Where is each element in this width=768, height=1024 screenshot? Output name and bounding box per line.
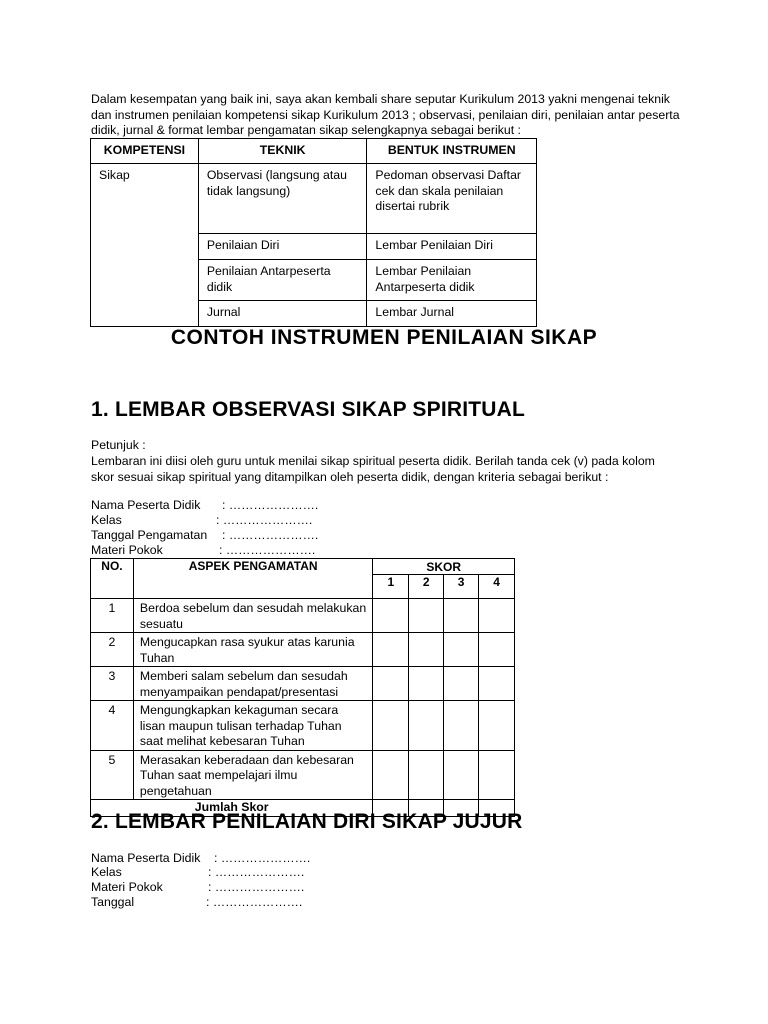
main-title: CONTOH INSTRUMEN PENILAIAN SIKAP bbox=[170, 326, 598, 349]
score-cell[interactable] bbox=[373, 750, 409, 800]
score-cell[interactable] bbox=[409, 701, 444, 751]
score-cell[interactable] bbox=[409, 633, 444, 667]
table-row bbox=[91, 633, 515, 667]
score-cell[interactable] bbox=[479, 599, 515, 633]
aspek-cell: Merasakan keberadaan dan kebesaran Tuhan saat mempelajari ilmu pengetahuan bbox=[133, 750, 372, 800]
table-row bbox=[91, 750, 515, 800]
table-row bbox=[91, 667, 515, 701]
field-value-kelas: : …………………. bbox=[216, 513, 313, 527]
row-number: 2 bbox=[91, 633, 134, 667]
score-header: 3 bbox=[444, 575, 479, 599]
field-label-kelas: Kelas bbox=[91, 513, 122, 527]
kompetensi-cell: Sikap bbox=[91, 164, 199, 327]
total-label: Jumlah Skor bbox=[91, 800, 373, 817]
teknik-cell: Penilaian Diri bbox=[198, 234, 367, 260]
score-cell[interactable] bbox=[479, 633, 515, 667]
score-header: 2 bbox=[409, 575, 444, 599]
score-cell[interactable] bbox=[409, 599, 444, 633]
bentuk-cell: Lembar Penilaian Antarpeserta didik bbox=[367, 260, 537, 301]
table-header-row bbox=[91, 559, 515, 575]
header-skor: SKOR bbox=[373, 559, 515, 575]
score-cell[interactable] bbox=[373, 667, 409, 701]
field-value-nama: : …………………. bbox=[222, 498, 319, 512]
field-label-materi: Materi Pokok bbox=[91, 880, 163, 894]
row-number: 3 bbox=[91, 667, 134, 701]
bentuk-cell: Pedoman observasi Daftar cek dan skala penilaian disertai rubrik bbox=[367, 164, 537, 234]
observation-table bbox=[90, 558, 515, 817]
header-no: NO. bbox=[91, 559, 134, 599]
score-cell[interactable] bbox=[479, 701, 515, 751]
field-value-materi: : …………………. bbox=[219, 543, 316, 557]
field-label-kelas: Kelas bbox=[91, 865, 122, 879]
bentuk-cell: Lembar Jurnal bbox=[367, 301, 537, 327]
table-header-row bbox=[91, 139, 537, 164]
score-cell[interactable] bbox=[444, 667, 479, 701]
section2-title: 2. LEMBAR PENILAIAN DIRI SIKAP JUJUR bbox=[91, 810, 523, 833]
header-teknik: TEKNIK bbox=[198, 139, 367, 164]
field-label-tanggal: Tanggal bbox=[91, 895, 135, 909]
score-header: 4 bbox=[479, 575, 515, 599]
aspek-cell: Memberi salam sebelum dan sesudah menyampaikan pendapat/presentasi bbox=[133, 667, 372, 701]
score-cell[interactable] bbox=[444, 701, 479, 751]
score-cell[interactable] bbox=[444, 599, 479, 633]
score-cell[interactable] bbox=[479, 750, 515, 800]
score-cell[interactable] bbox=[373, 633, 409, 667]
aspek-cell: Berdoa sebelum dan sesudah melakukan sesuatu bbox=[133, 599, 372, 633]
header-bentuk-instrumen: BENTUK INSTRUMEN bbox=[367, 139, 537, 164]
aspek-cell: Mengucapkan rasa syukur atas karunia Tuhan bbox=[133, 633, 372, 667]
field-label-materi: Materi Pokok bbox=[91, 543, 163, 557]
field-label-nama: Nama Peserta Didik bbox=[91, 498, 201, 512]
score-header: 1 bbox=[373, 575, 409, 599]
field-value-nama: : …………………. bbox=[214, 851, 311, 865]
header-aspek: ASPEK PENGAMATAN bbox=[133, 559, 372, 599]
header-kompetensi: KOMPETENSI bbox=[91, 139, 199, 164]
row-number: 4 bbox=[91, 701, 134, 751]
field-label-tanggal: Tanggal Pengamatan bbox=[91, 528, 208, 542]
score-cell[interactable] bbox=[479, 667, 515, 701]
row-number: 1 bbox=[91, 599, 134, 633]
petunjuk-label: Petunjuk : bbox=[91, 438, 146, 452]
teknik-cell: Observasi (langsung atau tidak langsung) bbox=[198, 164, 367, 234]
section1-title: 1. LEMBAR OBSERVASI SIKAP SPIRITUAL bbox=[91, 398, 526, 421]
score-cell[interactable] bbox=[373, 599, 409, 633]
table-row bbox=[91, 599, 515, 633]
row-number: 5 bbox=[91, 750, 134, 800]
field-value-kelas: : …………………. bbox=[208, 865, 305, 879]
field-value-tanggal: : …………………. bbox=[206, 895, 303, 909]
score-cell[interactable] bbox=[444, 633, 479, 667]
teknik-cell: Penilaian Antarpeserta didik bbox=[198, 260, 367, 301]
intro-paragraph: Dalam kesempatan yang baik ini, saya akan kembali share seputar Kurikulum 2013 yakni mengenai teknik dan instrumen penilaian kompetensi sikap Kurikulum 2013 ; observasi, penilaian diri, penilaian antar peserta didik, jurnal & format lembar pengamatan sikap selengkapnya sebagai berikut : bbox=[91, 92, 680, 137]
score-cell[interactable] bbox=[409, 750, 444, 800]
teknik-cell: Jurnal bbox=[198, 301, 367, 327]
aspek-cell: Mengungkapkan kekaguman secara lisan maupun tulisan terhadap Tuhan saat melihat kebesaran Tuhan bbox=[133, 701, 372, 751]
bentuk-cell: Lembar Penilaian Diri bbox=[367, 234, 537, 260]
score-cell[interactable] bbox=[373, 701, 409, 751]
table-row bbox=[91, 701, 515, 751]
score-cell[interactable] bbox=[409, 667, 444, 701]
field-value-tanggal: : …………………. bbox=[222, 528, 319, 542]
competency-table bbox=[90, 138, 537, 327]
field-label-nama: Nama Peserta Didik bbox=[91, 851, 201, 865]
table-row bbox=[91, 164, 537, 234]
petunjuk-text: Lembaran ini diisi oleh guru untuk menilai sikap spiritual peserta didik. Berilah tanda cek (v) pada kolom skor sesuai sikap spiritual yang ditampilkan oleh peserta didik, dengan kriteria sebagai berikut : bbox=[91, 454, 655, 484]
score-cell[interactable] bbox=[444, 750, 479, 800]
field-value-materi: : …………………. bbox=[208, 880, 305, 894]
